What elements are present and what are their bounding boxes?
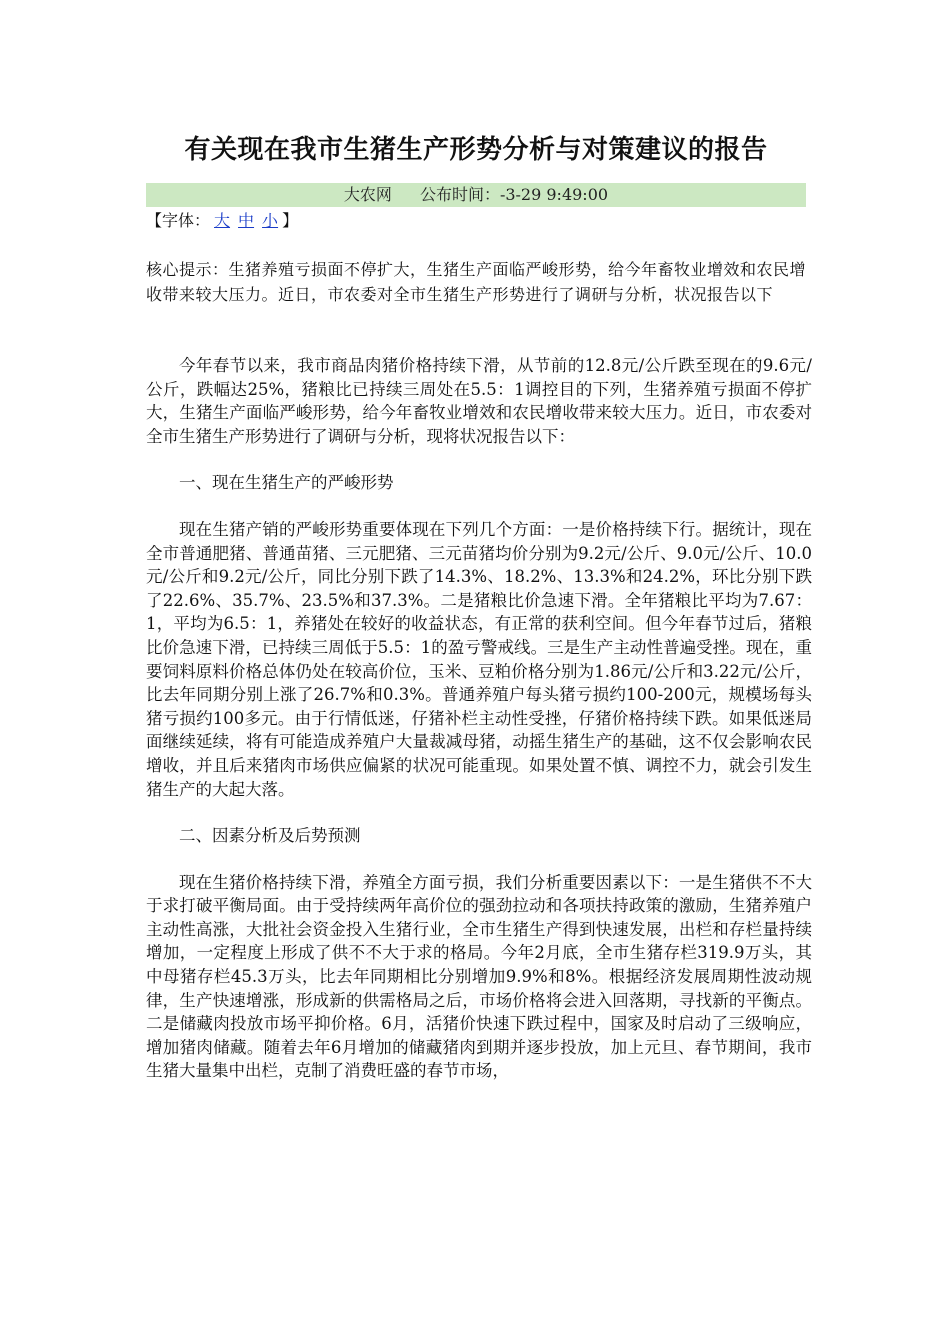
- font-size-small-link[interactable]: 小: [262, 211, 279, 230]
- article-title: 有关现在我市生猪生产形势分析与对策建议的报告: [184, 135, 768, 165]
- core-summary: 核心提示：生猪养殖亏损面不停扩大，生猪生产面临严峻形势，给今年畜牧业增效和农民增收带来较大压力。近日，市农委对全市生猪生产形势进行了调研与分析，状况报告以下: [146, 260, 807, 304]
- publish-time: 公布时间：-3-29 9:49:00: [419, 185, 609, 204]
- font-size-large-link[interactable]: 大: [214, 211, 231, 230]
- body-paragraph: 现在生猪产销的严峻形势重要体现在下列几个方面：一是价格持续下行。据统计，现在全市普通肥猪、普通苗猪、三元肥猪、三元苗猪均价分别为9.2元/公斤、9.0元/公斤、10.0元/公斤和9.2元/公斤，同比分别下跌了14.3%、18.2%、13.3%和24.2%，环比分别下跌了22.6%、35.7%、23.5%和37.3%。二是猪粮比价急速下滑。全年猪粮比平均为7.67：1，平均为6.5：1，养猪处在较好的收益状态，有正常的获利空间。但今年春节过后，猪粮比价急速下滑，已持续三周低于5.5：1的盈亏警戒线。三是生产主动性普遍受挫。现在，重要饲料原料价格总体仍处在较高价位，玉米、豆粕价格分别为1.86元/公斤和3.22元/公斤，比去年同期分别上涨了26.7%和0.3%。普通养殖户每头猪亏损约100-200元，规模场每头猪亏损约100多元。由于行情低迷，仔猪补栏主动性受挫，仔猪价格持续下跌。如果低迷局面继续延续，将有可能造成养殖户大量裁减母猪，动摇生猪生产的基础，这不仅会影响农民增收，并且后来猪肉市场供应偏紧的状况可能重现。如果处置不慎、调控不力，就会引发生猪生产的大起大落。: [146, 519, 812, 799]
- body-paragraph: 今年春节以来，我市商品肉猪价格持续下滑，从节前的12.8元/公斤跌至现在的9.6元/公斤，跌幅达25%，猪粮比已持续三周处在5.5：1调控目的下列，生猪养殖亏损面不停扩大，生猪生产面临严峻形势，给今年畜牧业增效和农民增收带来较大压力。近日，市农委对全市生猪生产形势进行了调研与分析，现将状况报告以下：: [146, 356, 812, 446]
- font-size-suffix: 】: [282, 211, 299, 230]
- font-size-selector: [146, 209, 298, 233]
- font-size-medium-link[interactable]: 中: [238, 211, 255, 230]
- source-name: 大农网: [343, 185, 392, 204]
- source-bar: [146, 183, 806, 207]
- article-body: [146, 354, 812, 1106]
- section-heading: 二、因素分析及后势预测: [179, 826, 361, 846]
- body-paragraph: 现在生猪价格持续下滑，养殖全方面亏损，我们分析重要因素以下：一是生猪供不不大于求打破平衡局面。由于受持续两年高价位的强劲拉动和各项扶持政策的激励，生猪养殖户主动性高涨，大批社会资金投入生猪行业，全市生猪生产得到快速发展，出栏和存栏量持续增加，一定程度上形成了供不不大于求的格局。今年2月底，全市生猪存栏319.9万头，其中母猪存栏45.3万头，比去年同期相比分别增加9.9%和8%。根据经济发展周期性波动规律，生产快速增涨，形成新的供需格局之后，市场价格将会进入回落期，寻找新的平衡点。二是储藏肉投放市场平抑价格。6月，活猪价快速下跌过程中，国家及时启动了三级响应，增加猪肉储藏。随着去年6月增加的储藏猪肉到期并逐步投放，加上元旦、春节期间，我市生猪大量集中出栏，克制了消费旺盛的春节市场，: [146, 872, 812, 1081]
- section-heading: 一、现在生猪生产的严峻形势: [179, 473, 394, 493]
- font-size-prefix: 【字体：: [146, 211, 211, 230]
